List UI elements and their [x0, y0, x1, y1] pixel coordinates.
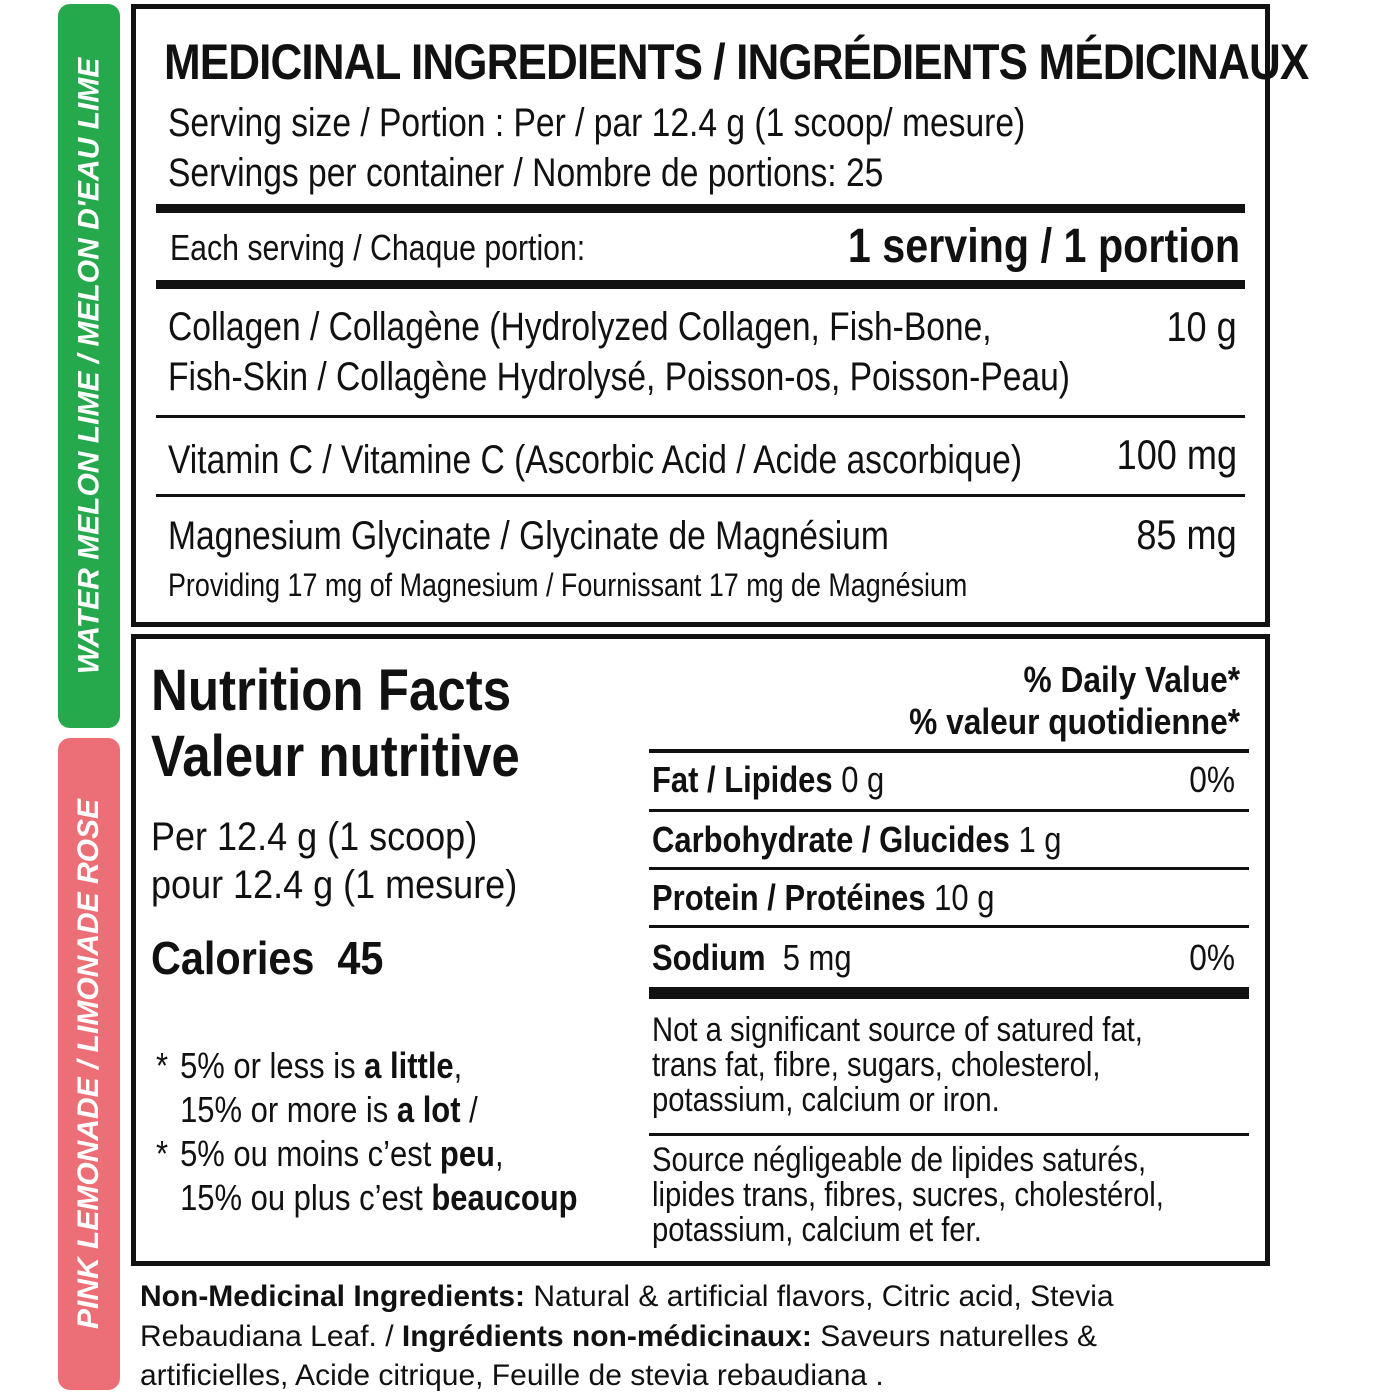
divider-thin: [156, 415, 1245, 418]
divider: [649, 809, 1249, 812]
nutrient-dv-sodium: 0%: [1189, 937, 1235, 978]
flavor-tab-watermelon-lime-label: WATER MELON LIME / MELON D'EAU LIME: [72, 57, 105, 675]
nutrient-amount: 0 g: [841, 759, 885, 800]
per-serving-fr: pour 12.4 g (1 mesure): [151, 863, 518, 907]
ingredient-magnesium: Magnesium Glycinate / Glycinate de Magnésium: [168, 514, 889, 558]
each-serving-label: Each serving / Chaque portion:: [170, 227, 586, 268]
footnote-text: /: [460, 1089, 478, 1130]
footnote-emphasis: beaucoup: [431, 1177, 578, 1218]
nutrient-amount: 1 g: [1018, 819, 1062, 860]
footnote-emphasis: peu: [439, 1133, 495, 1174]
non-medicinal-label-en: Non-Medicinal Ingredients:: [140, 1280, 526, 1313]
non-medicinal-text: Rebaudiana Leaf. /: [140, 1320, 402, 1353]
divider-thick: [156, 280, 1245, 289]
daily-value-label: % Daily Value: [1023, 659, 1228, 700]
calories-value: 45: [337, 932, 384, 984]
divider: [649, 1133, 1249, 1136]
not-significant-fr-line2: lipides trans, fibres, sucres, cholestérol,: [652, 1176, 1164, 1214]
divider-thin: [156, 494, 1245, 497]
divider: [649, 867, 1249, 870]
footnote-text: 15% or more is: [180, 1089, 397, 1130]
medicinal-title: MEDICINAL INGREDIENTS / INGRÉDIENTS MÉDICINAUX: [164, 34, 1309, 90]
ingredient-magnesium-note: Providing 17 mg of Magnesium / Fournissant 17 mg de Magnésium: [168, 567, 968, 603]
ingredient-collagen-line1: Collagen / Collagène (Hydrolyzed Collagen, Fish-Bone,: [168, 305, 992, 349]
footnote-text: 5% ou moins c’est: [180, 1133, 440, 1174]
non-medicinal-line1: [140, 1280, 1114, 1314]
medicinal-ingredients-panel: [131, 4, 1309, 627]
flavor-tab-pink-lemonade-label: PINK LEMONADE / LIMONADE ROSE: [72, 798, 105, 1330]
not-significant-en-line3: potassium, calcium or iron.: [652, 1081, 1000, 1119]
nutrient-row-sodium: [652, 937, 852, 979]
nutrient-row-carbohydrate: [652, 819, 1062, 861]
nutrition-title-en: Nutrition Facts: [151, 658, 512, 723]
divider-thick: [649, 987, 1249, 999]
nutrient-row-fat: [652, 759, 884, 801]
non-medicinal-label-fr: Ingrédients non-médicinaux:: [401, 1320, 812, 1353]
serving-size: Serving size / Portion : Per / par 12.4 g (1 scoop/ mesure): [168, 101, 1026, 145]
each-serving-value: 1 serving / 1 portion: [847, 220, 1240, 273]
non-medicinal-text: artificielles, Acide citrique, Feuille de stevia rebaudiana .: [140, 1359, 884, 1392]
non-medicinal-text: Natural & artificial flavors, Citric acid, Stevia: [525, 1280, 1114, 1313]
nutrition-facts-panel: [131, 634, 1270, 1266]
daily-value-header-fr: [909, 701, 1240, 743]
calories-label: Calories: [151, 932, 315, 984]
not-significant-en-line2: trans fat, fibre, sugars, cholesterol,: [652, 1046, 1101, 1084]
footnote-text: ,: [453, 1045, 463, 1086]
footnote-fr-beaucoup: [156, 1177, 578, 1219]
ingredient-vitamin-c-amount: 100 mg: [1116, 431, 1237, 478]
nutrient-amount: 5 mg: [782, 937, 852, 978]
asterisk: *: [1227, 659, 1240, 700]
divider-thick: [156, 204, 1245, 213]
footnote-text: 5% or less is: [180, 1045, 365, 1086]
nutrient-row-protein: [652, 877, 994, 919]
asterisk: *: [156, 1133, 169, 1174]
footnote-en-little: [156, 1045, 462, 1087]
ingredient-magnesium-amount: 85 mg: [1136, 511, 1237, 558]
nutrient-label: Fat / Lipides: [652, 759, 833, 800]
non-medicinal-line3: [140, 1359, 884, 1393]
divider: [649, 749, 1249, 753]
footnote-text: 15% ou plus c’est: [180, 1177, 432, 1218]
footnote-fr-peu: [156, 1133, 504, 1175]
divider: [649, 925, 1249, 928]
per-serving-en: Per 12.4 g (1 scoop): [151, 815, 478, 859]
calories: [151, 931, 383, 985]
not-significant-en-line1: Not a significant source of satured fat,: [652, 1011, 1143, 1049]
nutrient-dv-fat: 0%: [1189, 759, 1235, 800]
footnote-text: ,: [494, 1133, 504, 1174]
non-medicinal-text: Saveurs naturelles &: [811, 1320, 1098, 1353]
nutrient-label: Sodium: [652, 937, 766, 978]
servings-per-container: Servings per container / Nombre de portions: 25: [168, 151, 884, 195]
flavor-tab-watermelon-lime: [58, 4, 120, 728]
asterisk: *: [156, 1045, 169, 1086]
nutrient-amount: 10 g: [934, 877, 995, 918]
nutrient-label: Carbohydrate / Glucides: [652, 819, 1010, 860]
footnote-emphasis: a little: [364, 1045, 454, 1086]
nutrient-label: Protein / Protéines: [652, 877, 926, 918]
footnote-emphasis: a lot: [396, 1089, 461, 1130]
daily-value-label: % valeur quotidienne: [909, 701, 1228, 742]
nutrition-title-fr: Valeur nutritive: [151, 724, 520, 789]
not-significant-fr-line3: potassium, calcium et fer.: [652, 1211, 982, 1249]
ingredient-collagen-amount: 10 g: [1166, 303, 1237, 350]
footnote-en-lot: [156, 1089, 478, 1131]
ingredient-vitamin-c: Vitamin C / Vitamine C (Ascorbic Acid / Acide ascorbique): [168, 438, 1023, 482]
flavor-tab-pink-lemonade: [58, 738, 120, 1390]
not-significant-fr-line1: Source négligeable de lipides saturés,: [652, 1141, 1147, 1179]
asterisk: *: [1227, 701, 1240, 742]
daily-value-header-en: [1023, 659, 1240, 701]
ingredient-collagen-line2: Fish-Skin / Collagène Hydrolysé, Poisson-os, Poisson-Peau): [168, 355, 1071, 399]
non-medicinal-line2: [140, 1320, 1097, 1354]
